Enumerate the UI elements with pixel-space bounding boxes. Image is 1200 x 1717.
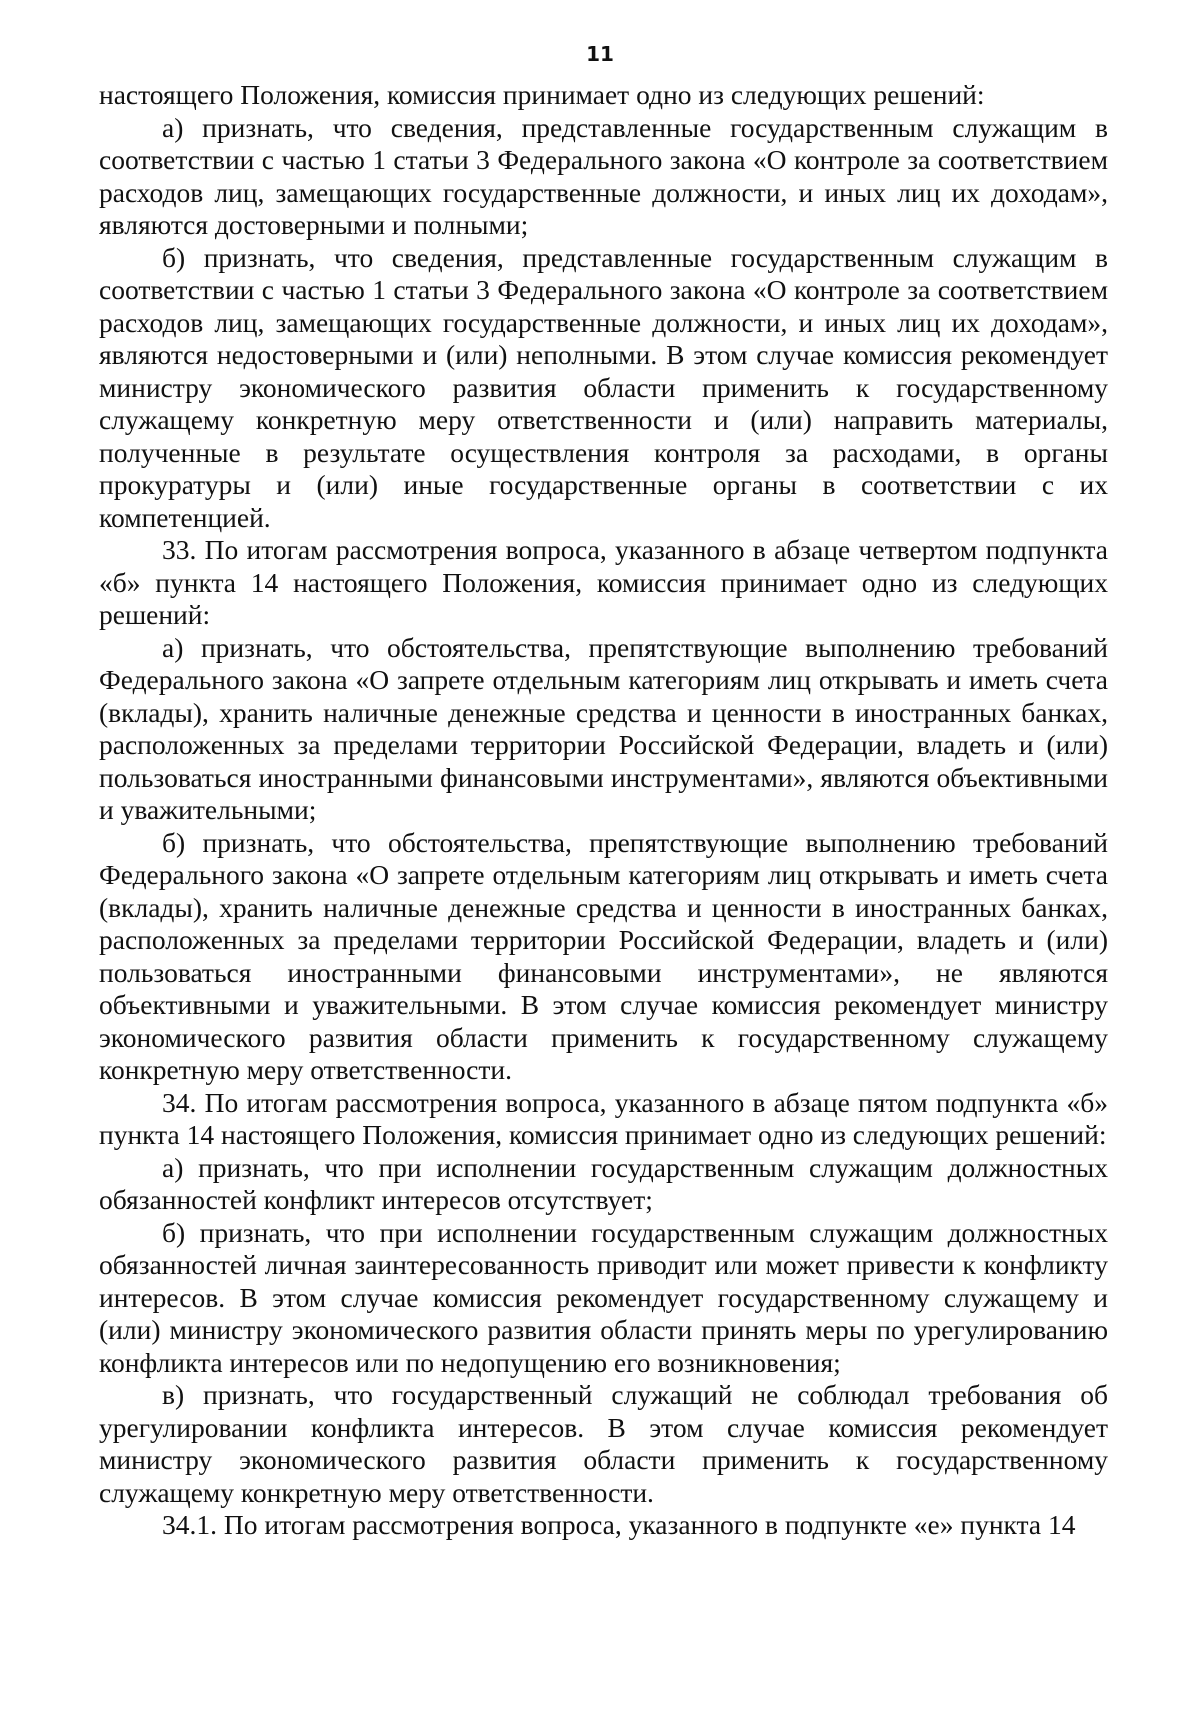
paragraph-33: 33. По итогам рассмотрения вопроса, указанного в абзаце четвертом подпункта «б» пункта 14 настоящего Положения, комиссия принимает одно из следующих решений: (99, 534, 1108, 630)
paragraph-34a: а) признать, что при исполнении государственным служащим должностных обязанностей конфликт интересов отсутствует; (99, 1151, 1108, 1215)
page-number: 11 (586, 42, 614, 66)
paragraph-33b: б) признать, что обстоятельства, препятствующие выполнению требований Федерального закона «О запрете отдельным категориям лиц открывать и иметь счета (вклады), хранить наличные денежные средства и ценности в иностранных банках, расположенных за пределами территории Российской Федерации, владеть и (или) пользоваться иностранными финансовыми инструментами», не являются объективными и уважительными. В этом случае комиссия рекомендует министру экономического развития области применить к государственному служащему конкретную меру ответственности. (99, 826, 1108, 1085)
paragraph-32a: а) признать, что сведения, представленные государственным служащим в соответствии с частью 1 статьи 3 Федерального закона «О контроле за соответствием расходов лиц, замещающих государственные должности, и иных лиц их доходам», являются достоверными и полными; (99, 111, 1108, 240)
paragraph-33a: а) признать, что обстоятельства, препятствующие выполнению требований Федерального закона «О запрете отдельным категориям лиц открывать и иметь счета (вклады), хранить наличные денежные средства и ценности в иностранных банках, расположенных за пределами территории Российской Федерации, владеть и (или) пользоваться иностранными финансовыми инструментами», являются объективными и уважительными; (99, 631, 1108, 825)
paragraph-34-1: 34.1. По итогам рассмотрения вопроса, указанного в подпункте «е» пункта 14 (162, 1509, 1076, 1540)
paragraph-continuation: настоящего Положения, комиссия принимает одно из следующих решений: (99, 79, 985, 110)
paragraph-34b: б) признать, что при исполнении государственным служащим должностных обязанностей личная заинтересованность приводит или может привести к конфликту интересов. В этом случае комиссия рекомендует государственному служащему и (или) министру экономического развития области принять меры по урегулированию конфликта интересов или по недопущению его возникновения; (99, 1216, 1108, 1378)
paragraph-34: 34. По итогам рассмотрения вопроса, указанного в абзаце пятом подпункта «б» пункта 14 настоящего Положения, комиссия принимает одно из следующих решений: (99, 1086, 1108, 1150)
paragraph-32b: б) признать, что сведения, представленные государственным служащим в соответствии с частью 1 статьи 3 Федерального закона «О контроле за соответствием расходов лиц, замещающих государственные должности, и иных лиц их доходам», являются недостоверными и (или) неполными. В этом случае комиссия рекомендует министру экономического развития области применить к государственному служащему конкретную меру ответственности и (или) направить материалы, полученные в результате осуществления контроля за расходами, в органы прокуратуры и (или) иные государственные органы в соответствии с их компетенцией. (99, 241, 1108, 533)
paragraph-34v: в) признать, что государственный служащий не соблюдал требования об урегулировании конфликта интересов. В этом случае комиссия рекомендует министру экономического развития области применить к государственному служащему конкретную меру ответственности. (99, 1379, 1108, 1508)
document-body (99, 79, 1108, 1542)
